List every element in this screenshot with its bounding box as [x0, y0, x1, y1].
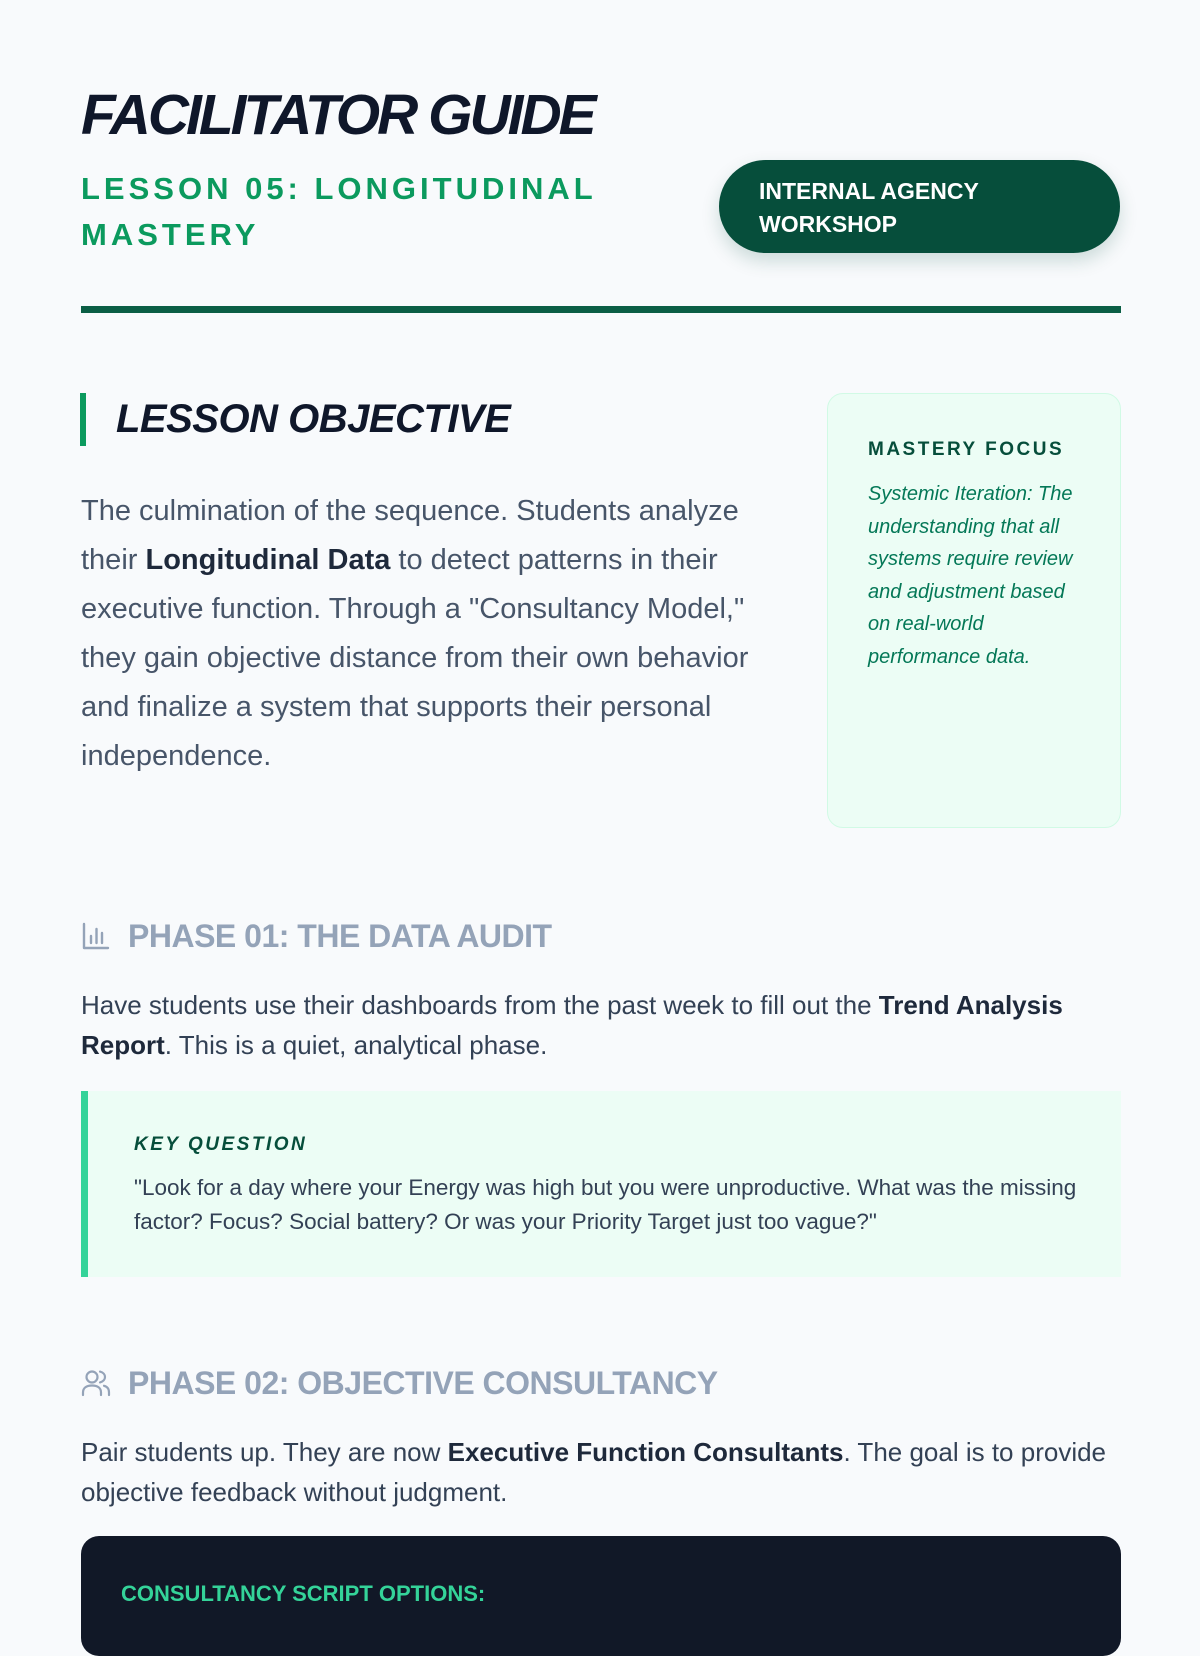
- objective-accent-bar: [80, 393, 86, 446]
- script-options-label: CONSULTANCY SCRIPT OPTIONS:: [121, 1581, 486, 1606]
- phase-02-paragraph: [81, 1432, 1126, 1512]
- bar-chart-icon: [81, 921, 111, 951]
- mastery-focus-text: Systemic Iteration: The understanding that all systems require review and adjustment based on real-world performance data.: [868, 483, 1073, 668]
- objective-heading: LESSON OBJECTIVE: [116, 397, 511, 441]
- objective-text-before: The culmination of the sequence. Students analyze their: [81, 495, 739, 576]
- consultancy-script-box: [81, 1536, 1121, 1656]
- phase-01-title: PHASE 01: THE DATA AUDIT: [128, 917, 552, 954]
- lesson-subtitle: LESSON 05: LONGITUDINAL MASTERY: [81, 171, 597, 252]
- mastery-focus-card: [827, 393, 1121, 828]
- page-title: FACILITATOR GUIDE: [81, 83, 594, 147]
- phase-02-highlight: Executive Function Consultants: [447, 1437, 844, 1467]
- phase-01-heading: [81, 914, 552, 958]
- objective-highlight: Longitudinal Data: [145, 544, 391, 576]
- mastery-focus-label: MASTERY FOCUS: [868, 439, 1065, 460]
- workshop-badge: INTERNAL AGENCY WORKSHOP: [719, 160, 1120, 253]
- objective-text-after: to detect patterns in their executive function. Through a "Consultancy Model," they gain objective distance from their own behavior and finalize a system that supports their personal independence.: [81, 544, 749, 772]
- phase-02-title: PHASE 02: OBJECTIVE CONSULTANCY: [128, 1364, 718, 1401]
- phase-02-text-after: . The goal is to provide objective feedback without judgment.: [81, 1437, 1107, 1507]
- key-question-callout: [81, 1091, 1121, 1277]
- key-question-label: KEY QUESTION: [134, 1134, 308, 1155]
- users-icon: [81, 1368, 111, 1398]
- phase-02-text-before: Pair students up. They are now: [81, 1437, 448, 1467]
- header-divider: [81, 306, 1121, 313]
- key-question-text: "Look for a day where your Energy was high but you were unproductive. What was the missing factor? Focus? Social battery? Or was your Priority Target just too vague?": [134, 1175, 1077, 1234]
- phase-01-highlight: Trend Analysis Report: [81, 990, 1063, 1060]
- phase-01-paragraph: [81, 985, 1126, 1065]
- phase-01-text-before: Have students use their dashboards from the past week to fill out the: [81, 990, 879, 1020]
- phase-01-text-after: . This is a quiet, analytical phase.: [164, 1030, 548, 1060]
- phase-02-heading: [81, 1361, 718, 1405]
- objective-paragraph: [81, 487, 759, 781]
